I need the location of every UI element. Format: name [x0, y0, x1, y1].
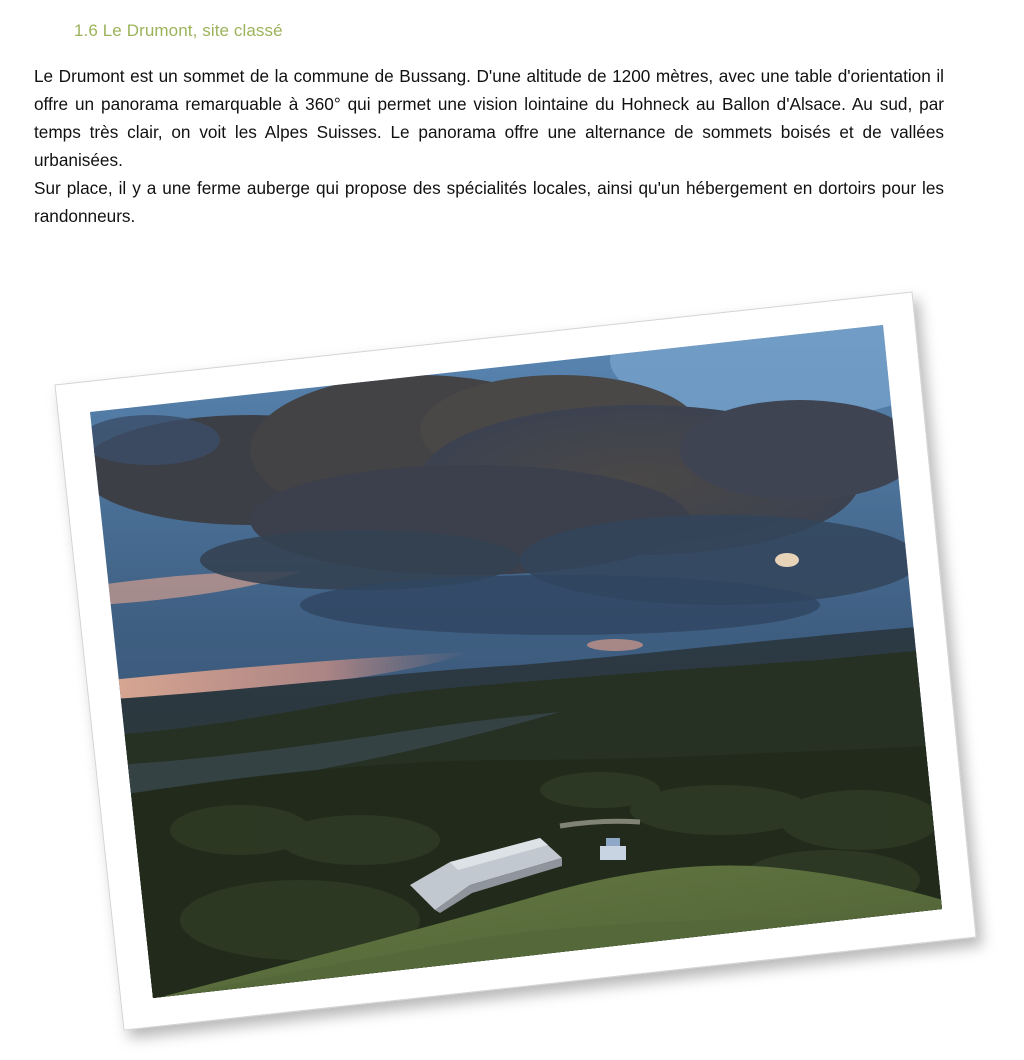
farm-annex [600, 846, 626, 860]
sunset-glow-right [587, 639, 643, 651]
landscape-photo [60, 300, 980, 1020]
paragraph-farm-inn: Sur place, il y a une ferme auberge qui propose des spécialités locales, ainsi qu'un hébergement en dortoirs pour les randonneurs. [34, 178, 944, 226]
section-heading: 1.6 Le Drumont, site classé [74, 21, 283, 40]
farm-annex-roof [606, 838, 620, 846]
paragraph-description: Le Drumont est un sommet de la commune de Bussang. D'une altitude de 1200 mètres, avec une table d'orientation il offre un panorama remarquable à 360° qui permet une vision lointaine du Hohneck au Ballon d'Alsace. Au sud, par temps très clair, on voit les Alpes Suisses. Le panorama offre une alternance de sommets boisés et de vallées urbanisées. [34, 66, 944, 170]
